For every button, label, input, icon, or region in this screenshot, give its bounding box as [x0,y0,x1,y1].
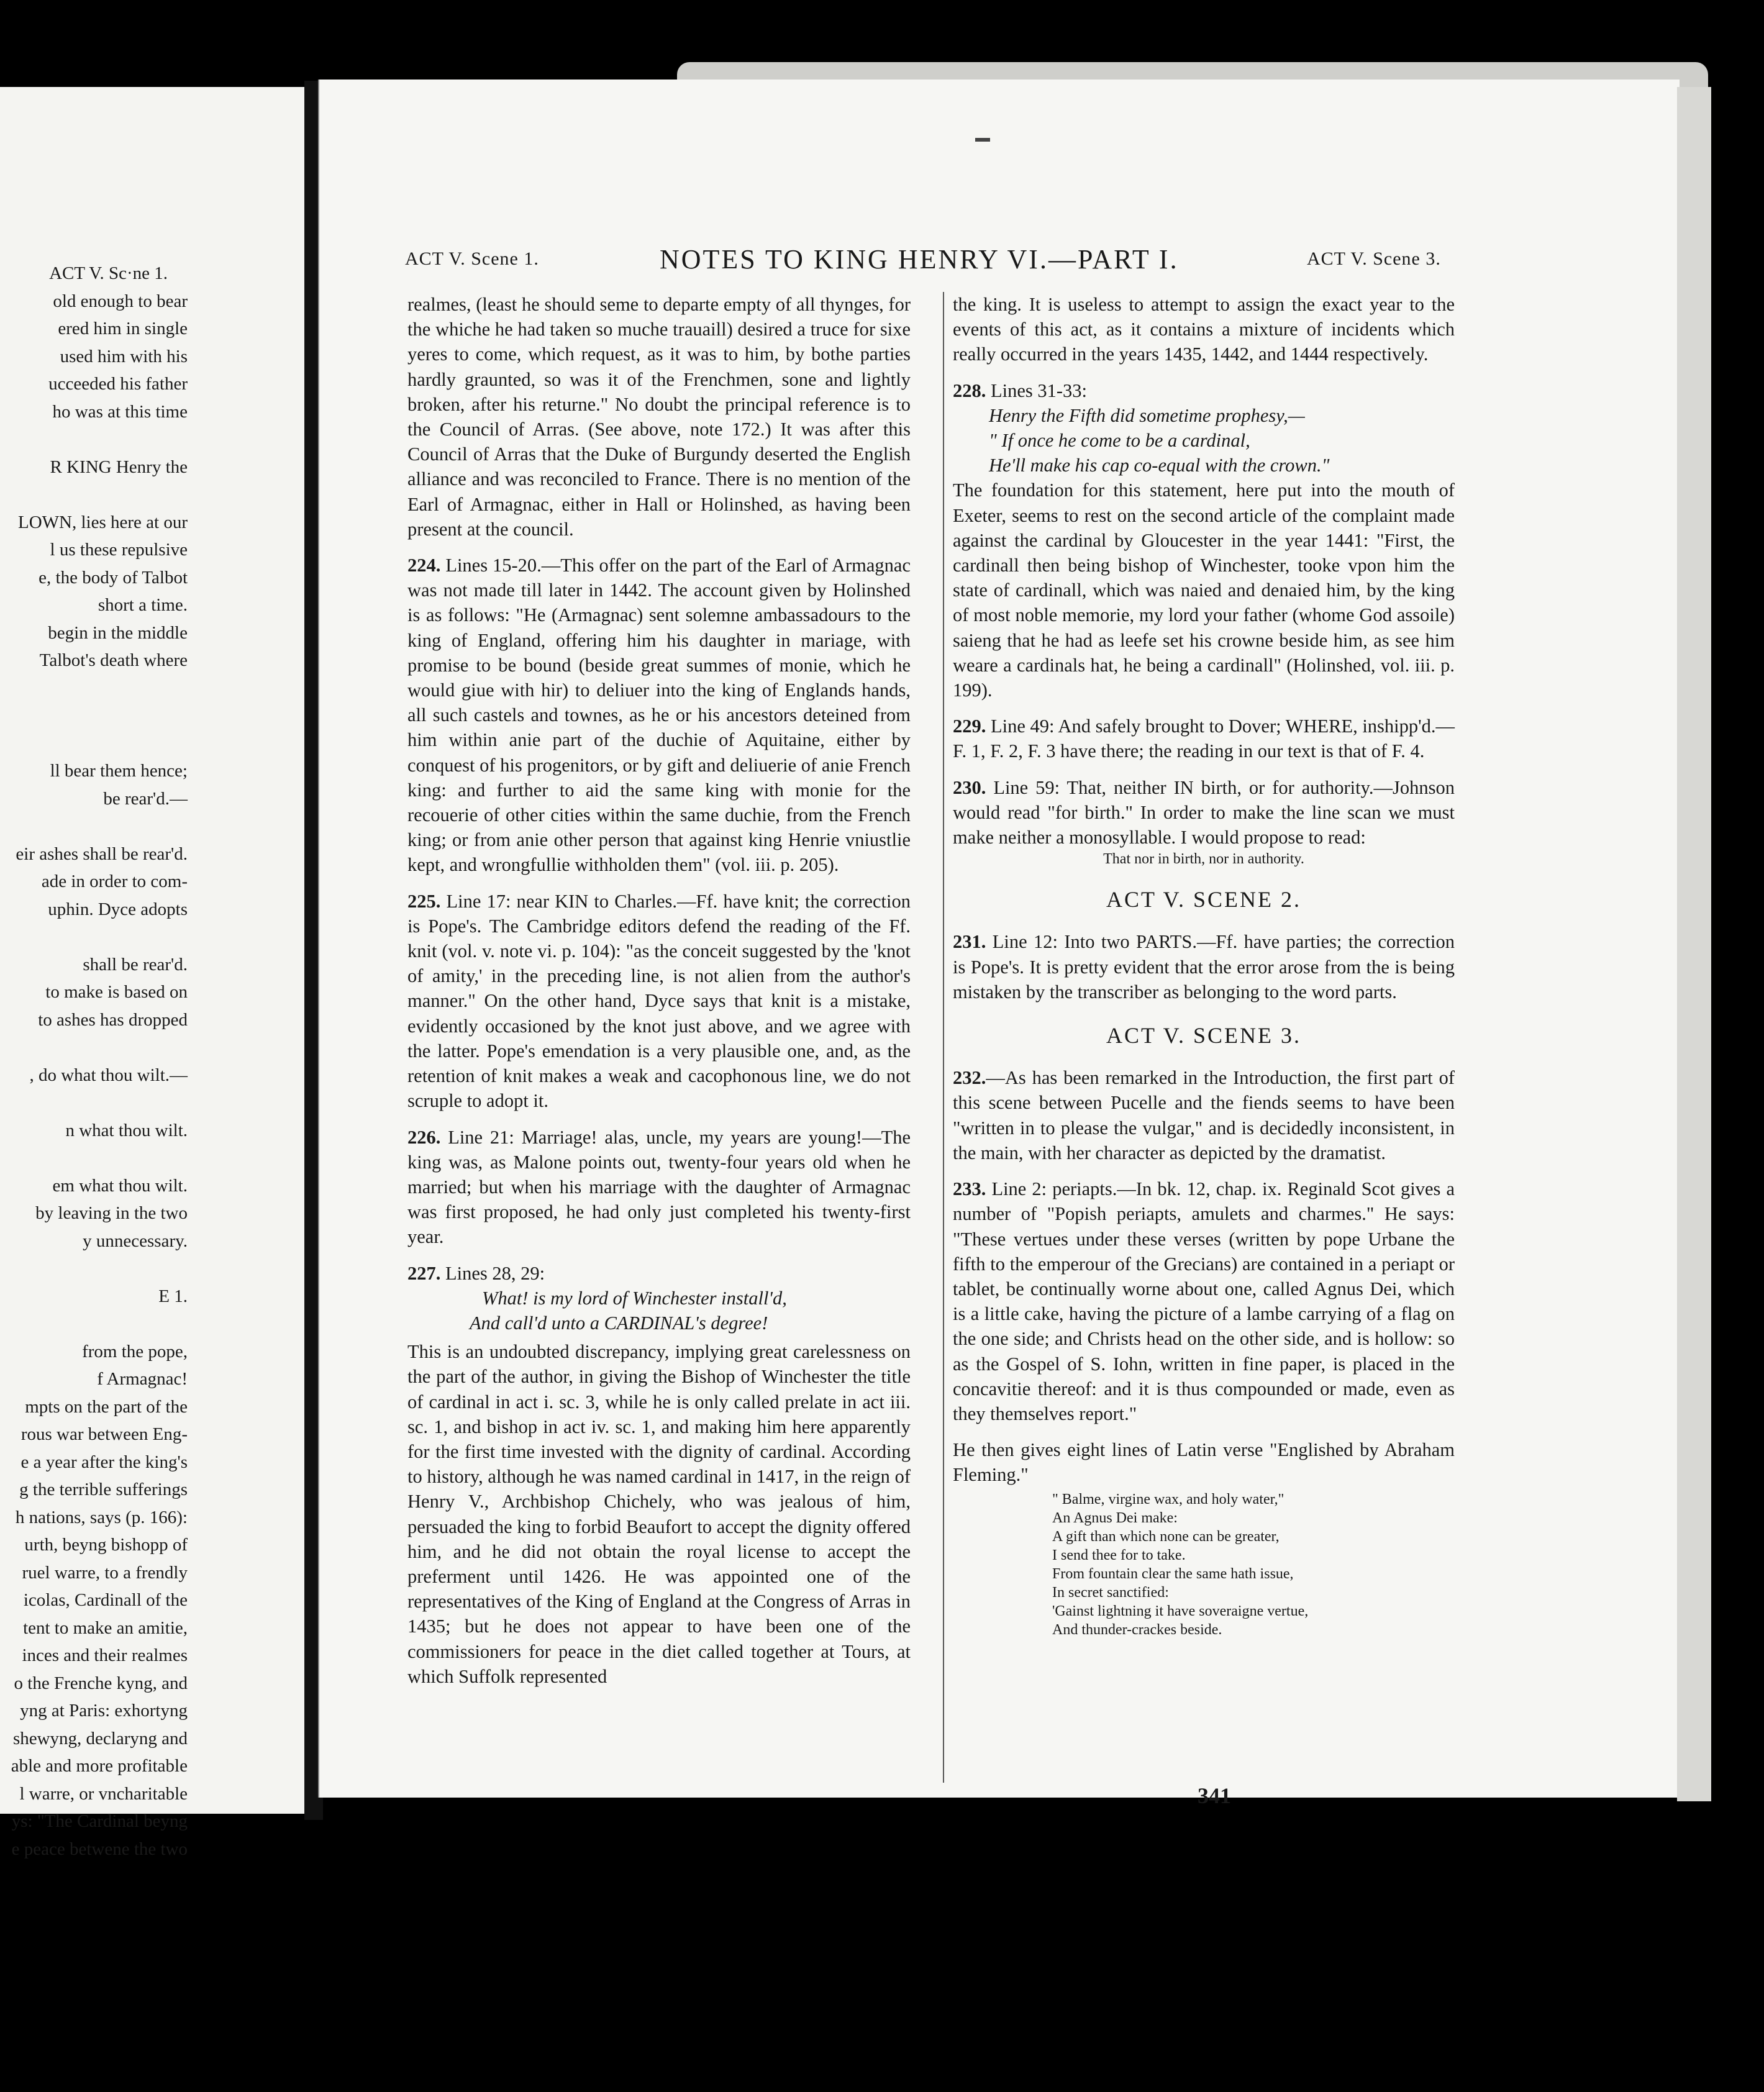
facing-page-line: inces and their realmes [22,1645,188,1665]
facing-page-line: able and more profitable [11,1756,188,1776]
facing-page-line: ll bear them hence; [50,761,188,781]
verse-line: And thunder-crackes beside. [1052,1621,1222,1638]
facing-page-line: old enough to bear [53,291,188,311]
paragraph: the king. It is useless to attempt to assign the exact year to the events of this act, as it contains a mixture of incidents which really occurred in the years 1435, 1442, and 1444 respectively. [953,294,1455,365]
facing-page-line: ade in order to com- [41,871,188,891]
latin-verse-translation [953,1490,1455,1639]
facing-page-line: uphin. Dyce adopts [48,899,188,919]
facing-page-line: ucceeded his father [48,374,188,394]
right-column [953,292,1455,1639]
quote-line: Henry the Fifth did sometime prophesy,— [989,404,1305,426]
note-227 [407,1261,911,1286]
facing-page-line: n what thou wilt. [65,1120,188,1140]
facing-page-line: begin in the middle [48,622,188,643]
proposed-reading: That nor in birth, nor in authority. [1103,851,1304,868]
facing-page-line: LOWN, lies here at our [18,512,188,532]
note-233 [953,1176,1455,1426]
facing-page-line: to ashes has dropped [38,1009,188,1030]
note-number: 231. [953,931,986,953]
note-225 [407,889,911,1114]
verse-line: I send thee for to take. [1052,1547,1186,1563]
facing-page-line: shall be rear'd. [83,954,188,975]
quote-line: He'll make his cap co-equal with the crown." [989,455,1330,476]
facing-page-line: f Armagnac! [97,1369,188,1389]
note-text: Line 21: Marriage! alas, uncle, my years are young!—The king was, as Malone points out, twenty-four years old when he married; but when his marriage with the daughter of Armagnac was first proposed, he had only just completed his twenty-first year. [407,1126,911,1248]
page-mark [975,138,990,142]
note-text: Line 12: Into two PARTS.—Ff. have parties; the correction is Pope's. It is pretty evident that the error arose from the is being mistaken by the transcriber as belonging to the word parts. [953,931,1455,1003]
verse-line: From fountain clear the same hath issue, [1052,1565,1294,1582]
verse-line: A gift than which none can be greater, [1052,1528,1280,1545]
paragraph: This is an undoubted discrepancy, implying great carelessness on the part of the author, in giving the Bishop of Winchester the title of cardinal in act i. sc. 3, while he is only called prelate in act iii. sc. 1, and bishop in act iv. sc. 1, and making him here apparently for the first time invested with the dignity of cardinal. According to history, although he was named cardinal in 1417, in the reign of Henry V., Archbishop Chichely, who was jealous of him, persuaded the king to forbid Beaufort to accept the dignity offered him, and he did not obtain the royal license to accept the preferment until 1426. He was appointed one of the representatives of the King of England at the Congress of Arras in 1435; but he does not appear to have been one of the commissioners for peace in the diet called together at Tours, at which Suffolk represented [407,1341,911,1687]
facing-page-line: eir ashes shall be rear'd. [16,844,188,864]
facing-page-line: em what thou wilt. [52,1175,188,1196]
facing-page-line: rous war between Eng- [20,1424,188,1444]
facing-page-line: e peace betwene the two [11,1839,188,1859]
facing-page-line: e, the body of Talbot [39,567,188,588]
facing-page-line: short a time. [98,595,188,615]
facing-page-line: y unnecessary. [83,1230,188,1251]
paragraph: realmes, (least he should seme to departe empty of all thynges, for the whiche he had taken so muche trauaill) desired a truce for sixe yeres to come, which request, as it was to him, by bothe parties hardly graunted, so was it of the Frenchmen, sone and lightly broken, after his returne." No doubt the principal reference is to the Council of Arras. (See above, note 172.) It was after this Council of Arras that the Duke of Burgundy deserted the English alliance and was reconciled to France. There is no mention of the Earl of Armagnac, either in Hall or Holinshed, as having been present at the council. [407,294,911,540]
facing-page-line: l us these repulsive [50,540,188,560]
facing-page-line: icolas, Cardinall of the [23,1590,188,1610]
facing-page-line: l warre, or vncharitable [19,1783,188,1804]
scene-heading: ACT V. SCENE 2. [1106,887,1302,912]
quote-line: " If once he come to be a cardinal, [989,430,1250,452]
page-number: 341 [1198,1783,1231,1808]
facing-page-line: g the terrible sufferings [19,1480,188,1499]
note-text: Lines 31-33: [991,380,1088,401]
facing-page-line: o the Frenche kyng, and [14,1673,188,1693]
verse-line: An Agnus Dei make: [1052,1509,1178,1526]
verse-line: " Balme, virgine wax, and holy water," [1052,1491,1284,1508]
facing-page-line: ered him in single [58,319,188,339]
note-number: 224. [407,555,441,576]
facing-page-line: ruel warre, to a frendly [22,1562,188,1583]
note-number: 227. [407,1262,441,1284]
facing-page-line: e a year after the king's [20,1452,188,1472]
note-232 [953,1065,1455,1165]
facing-page-line: be rear'd.— [103,788,188,809]
page-edge-right [1677,87,1711,1801]
note-231 [953,929,1455,1004]
facing-page-line: to make is based on [45,982,188,1002]
note-text: —As has been remarked in the Introduction, the first part of this scene between Pucelle and the fiends seems to have been "written in to please the vulgar," and is decidedly inconsistent, in the main, with her character as depicted by the dramatist. [953,1067,1455,1163]
note-number: 232. [953,1067,986,1089]
note-number: 226. [407,1126,441,1148]
quote-line: What! is my lord of Winchester install'd, [482,1287,787,1309]
facing-page-line: used him with his [60,346,188,366]
note-text: Lines 15-20.—This offer on the part of the Earl of Armagnac was not made till later in 1442. The account given by Holinshed is as follows: "He (Armagnac) sent solemne ambassadours to the king of England, offering him his daughter in mariage, with promise to be bound (beside great summes of monie, which he would giue with hir) to deliuer into the king of Englands hands, all such castels and townes, as he or his ancestors deteined from him within anie part of the duchie of Aquitaine, either by conquest of his progenitors, or by gift and deliuerie of anie French king: and further to aid the same king with monie for the recouerie of other cities within the same duchie, from the French king; or from anie other person that against king Henrie vniustlie kept, and wrongfullie withholden them" (vol. iii. p. 205). [407,555,911,876]
verse-line: In secret sanctified: [1052,1584,1169,1601]
facing-page-line: ACT V. Sc·ne 1. [49,263,168,283]
note-number: 225. [407,890,441,912]
note-229 [953,714,1455,763]
facing-page-line: ys: "The Cardinal beyng [11,1811,188,1831]
running-header-right: ACT V. Scene 3. [1307,248,1441,269]
quote-line: And call'd unto a CARDINAL's degree! [470,1312,768,1334]
note-226 [407,1125,911,1250]
facing-page-line: ho was at this time [52,401,188,422]
facing-page-line: R KING Henry the [50,457,188,477]
facing-page [0,87,304,1859]
note-text: Line 49: And safely brought to Dover; WHERE, inshipp'd.—F. 1, F. 2, F. 3 have there; the reading in our text is that of F. 4. [953,716,1455,762]
note-number: 230. [953,776,986,798]
note-number: 229. [953,716,986,737]
facing-page-line: tent to make an amitie, [23,1617,188,1638]
page-title: NOTES TO KING HENRY VI.—PART I. [660,244,1179,275]
facing-page-line: from the pope, [82,1341,188,1362]
left-column [407,292,911,1700]
note-number: 228. [953,380,986,401]
running-header-left: ACT V. Scene 1. [405,248,539,269]
facing-page-line: by leaving in the two [35,1203,188,1223]
facing-page-line: h nations, says (p. 166): [15,1507,188,1527]
facing-page-line: E 1. [158,1286,188,1306]
paragraph: The foundation for this statement, here put into the mouth of Exeter, seems to rest on the second article of the complaint made against the cardinal by Gloucester in the year 1441: "First, the cardinall then being bishop of Winchester, tooke vpon him the state of cardinall, which was naied and denaied him, by the king of most noble memorie, my lord your father (whome God assoile) saieng that he had as leefe set his crowne beside him, as see him weare a cardinals hat, he being a cardinall" (Holinshed, vol. iii. p. 199). [953,480,1455,701]
note-text: Line 2: periapts.—In bk. 12, chap. ix. Reginald Scot gives a number of "Popish periapts, amulets and charmes." He says: "These vertues under these verses (written by pope Urbane the fifth to the emperour of the Grecians) are contained in a periapt or tablet, be continually worne about one, called Agnus Dei, which is a little cake, having the picture of a lambe carrying of a flag on the one side; and Christs head on the other side, and is hollow: so as the Gospel of S. Iohn, written in fine paper, is placed in the concavitie thereof: and it is thus compounded or made, even as they themselves report." [953,1178,1455,1424]
note-text: Lines 28, 29: [445,1262,545,1284]
note-text: Line 59: That, neither IN birth, or for authority.—Johnson would read "for birth." In order to make the line scan we must make neither a monosyllable. I would propose to read: [953,776,1455,848]
facing-page-line: Talbot's death where [39,650,188,670]
note-230 [953,775,1455,850]
scene-heading: ACT V. SCENE 3. [1106,1023,1302,1048]
facing-page-line: shewyng, declaryng and [12,1728,188,1749]
note-224 [407,553,911,878]
paragraph: He then gives eight lines of Latin verse "Englished by Abraham Fleming." [953,1439,1455,1486]
facing-page-line: mpts on the part of the [25,1396,188,1417]
facing-page-line: yng at Paris: exhortyng [20,1701,188,1721]
column-divider [943,292,944,1783]
note-number: 233. [953,1178,986,1200]
note-text: Line 17: near KIN to Charles.—Ff. have knit; the correction is Pope's. The Cambridge editors defend the reading of the Ff. knit (vol. v. note vi. p. 104): "as the conceit suggested by the 'knot of amity,' in the preceding line, is not alien from the author's manner." On the other hand, Dyce says that knit is a mistake, evidently occasioned by the knot just above, and we agree with the latter. Pope's emendation is a very plausible one, and, as the retention of knit makes a weak and cacophonous line, we do not scruple to adopt it. [407,890,911,1112]
facing-page-line: urth, beyng bishopp of [24,1535,188,1555]
note-228 [953,378,1455,403]
facing-page-line: , do what thou wilt.— [29,1065,188,1085]
verse-line: 'Gainst lightning it have soveraigne vertue, [1052,1603,1309,1619]
